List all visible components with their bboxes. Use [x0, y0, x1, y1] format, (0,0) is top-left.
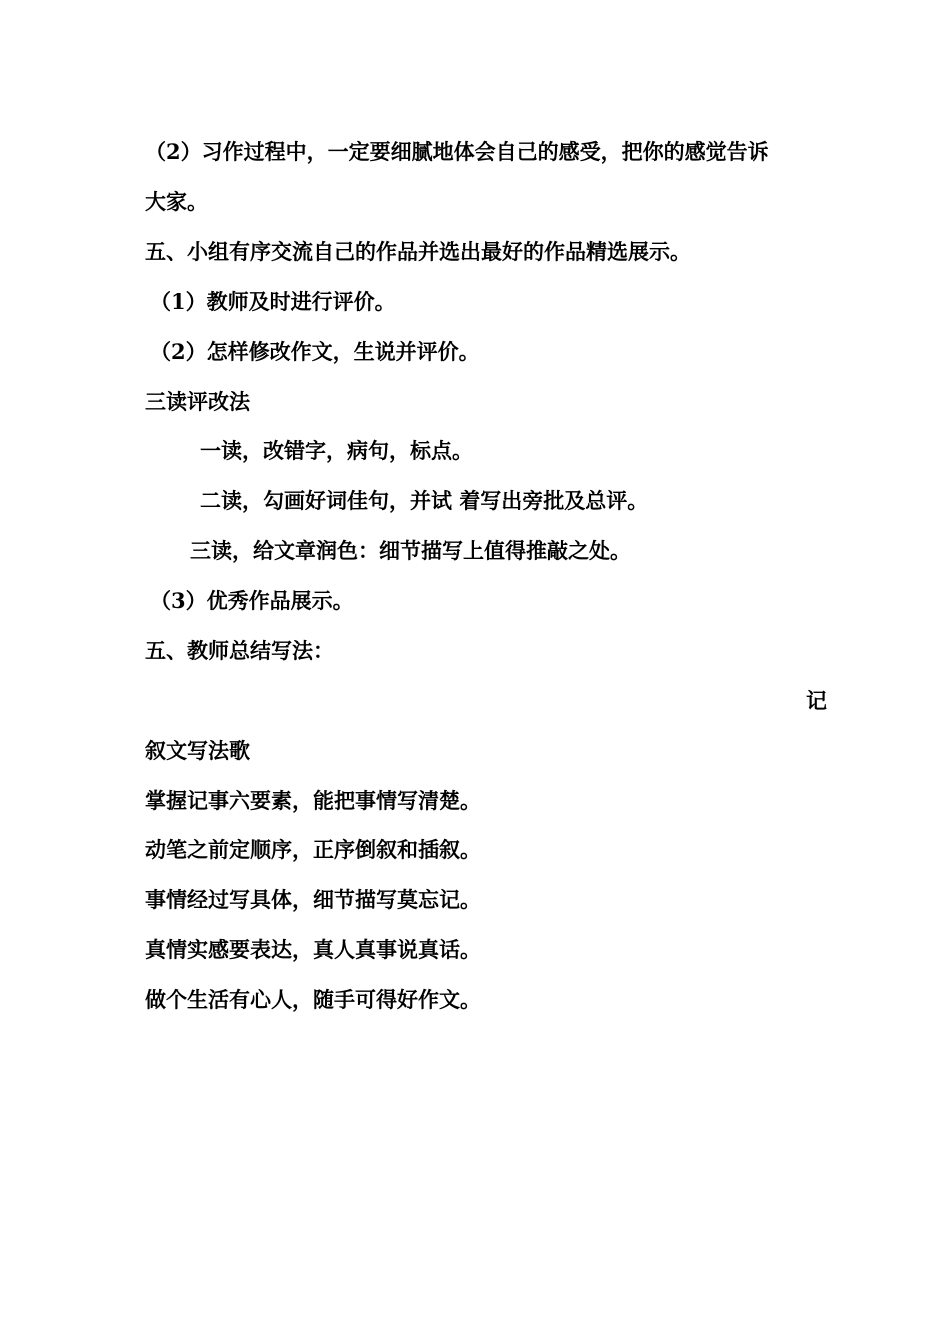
- text-line-how-to-revise: （2）怎样修改作文，生说并评价。: [150, 339, 480, 364]
- poem-line-1: 掌握记事六要素，能把事情写清楚。: [145, 788, 481, 813]
- text-line-third-read: 三读，给文章润色：细节描写上值得推敲之处。: [190, 538, 631, 563]
- text-line-second-read: 二读，勾画好词佳句，并试 着写出旁批及总评。: [200, 488, 649, 513]
- text-line-writing-process: （2）习作过程中，一定要细腻地体会自己的感受，把你的感觉告诉: [145, 139, 769, 164]
- heading-group-exchange: 五、小组有序交流自己的作品并选出最好的作品精选展示。: [145, 239, 691, 264]
- poem-line-4: 真情实感要表达，真人真事说真话。: [145, 937, 481, 962]
- poem-line-2: 动笔之前定顺序，正序倒叙和插叙。: [145, 837, 481, 862]
- poem-line-3: 事情经过写具体，细节描写莫忘记。: [145, 887, 481, 912]
- text-line-tell-everyone: 大家。: [145, 189, 208, 214]
- heading-narrative-song: 叙文写法歌: [145, 738, 250, 763]
- text-char-ji: 记: [806, 688, 827, 713]
- text-line-first-read: 一读，改错字，病句，标点。: [200, 438, 473, 463]
- text-line-teacher-evaluation: （1）教师及时进行评价。: [150, 289, 396, 314]
- heading-three-reads-method: 三读评改法: [145, 389, 250, 414]
- text-line-showcase: （3）优秀作品展示。: [150, 588, 354, 613]
- poem-line-5: 做个生活有心人，随手可得好作文。: [145, 987, 481, 1012]
- heading-teacher-summary: 五、教师总结写法：: [145, 638, 334, 663]
